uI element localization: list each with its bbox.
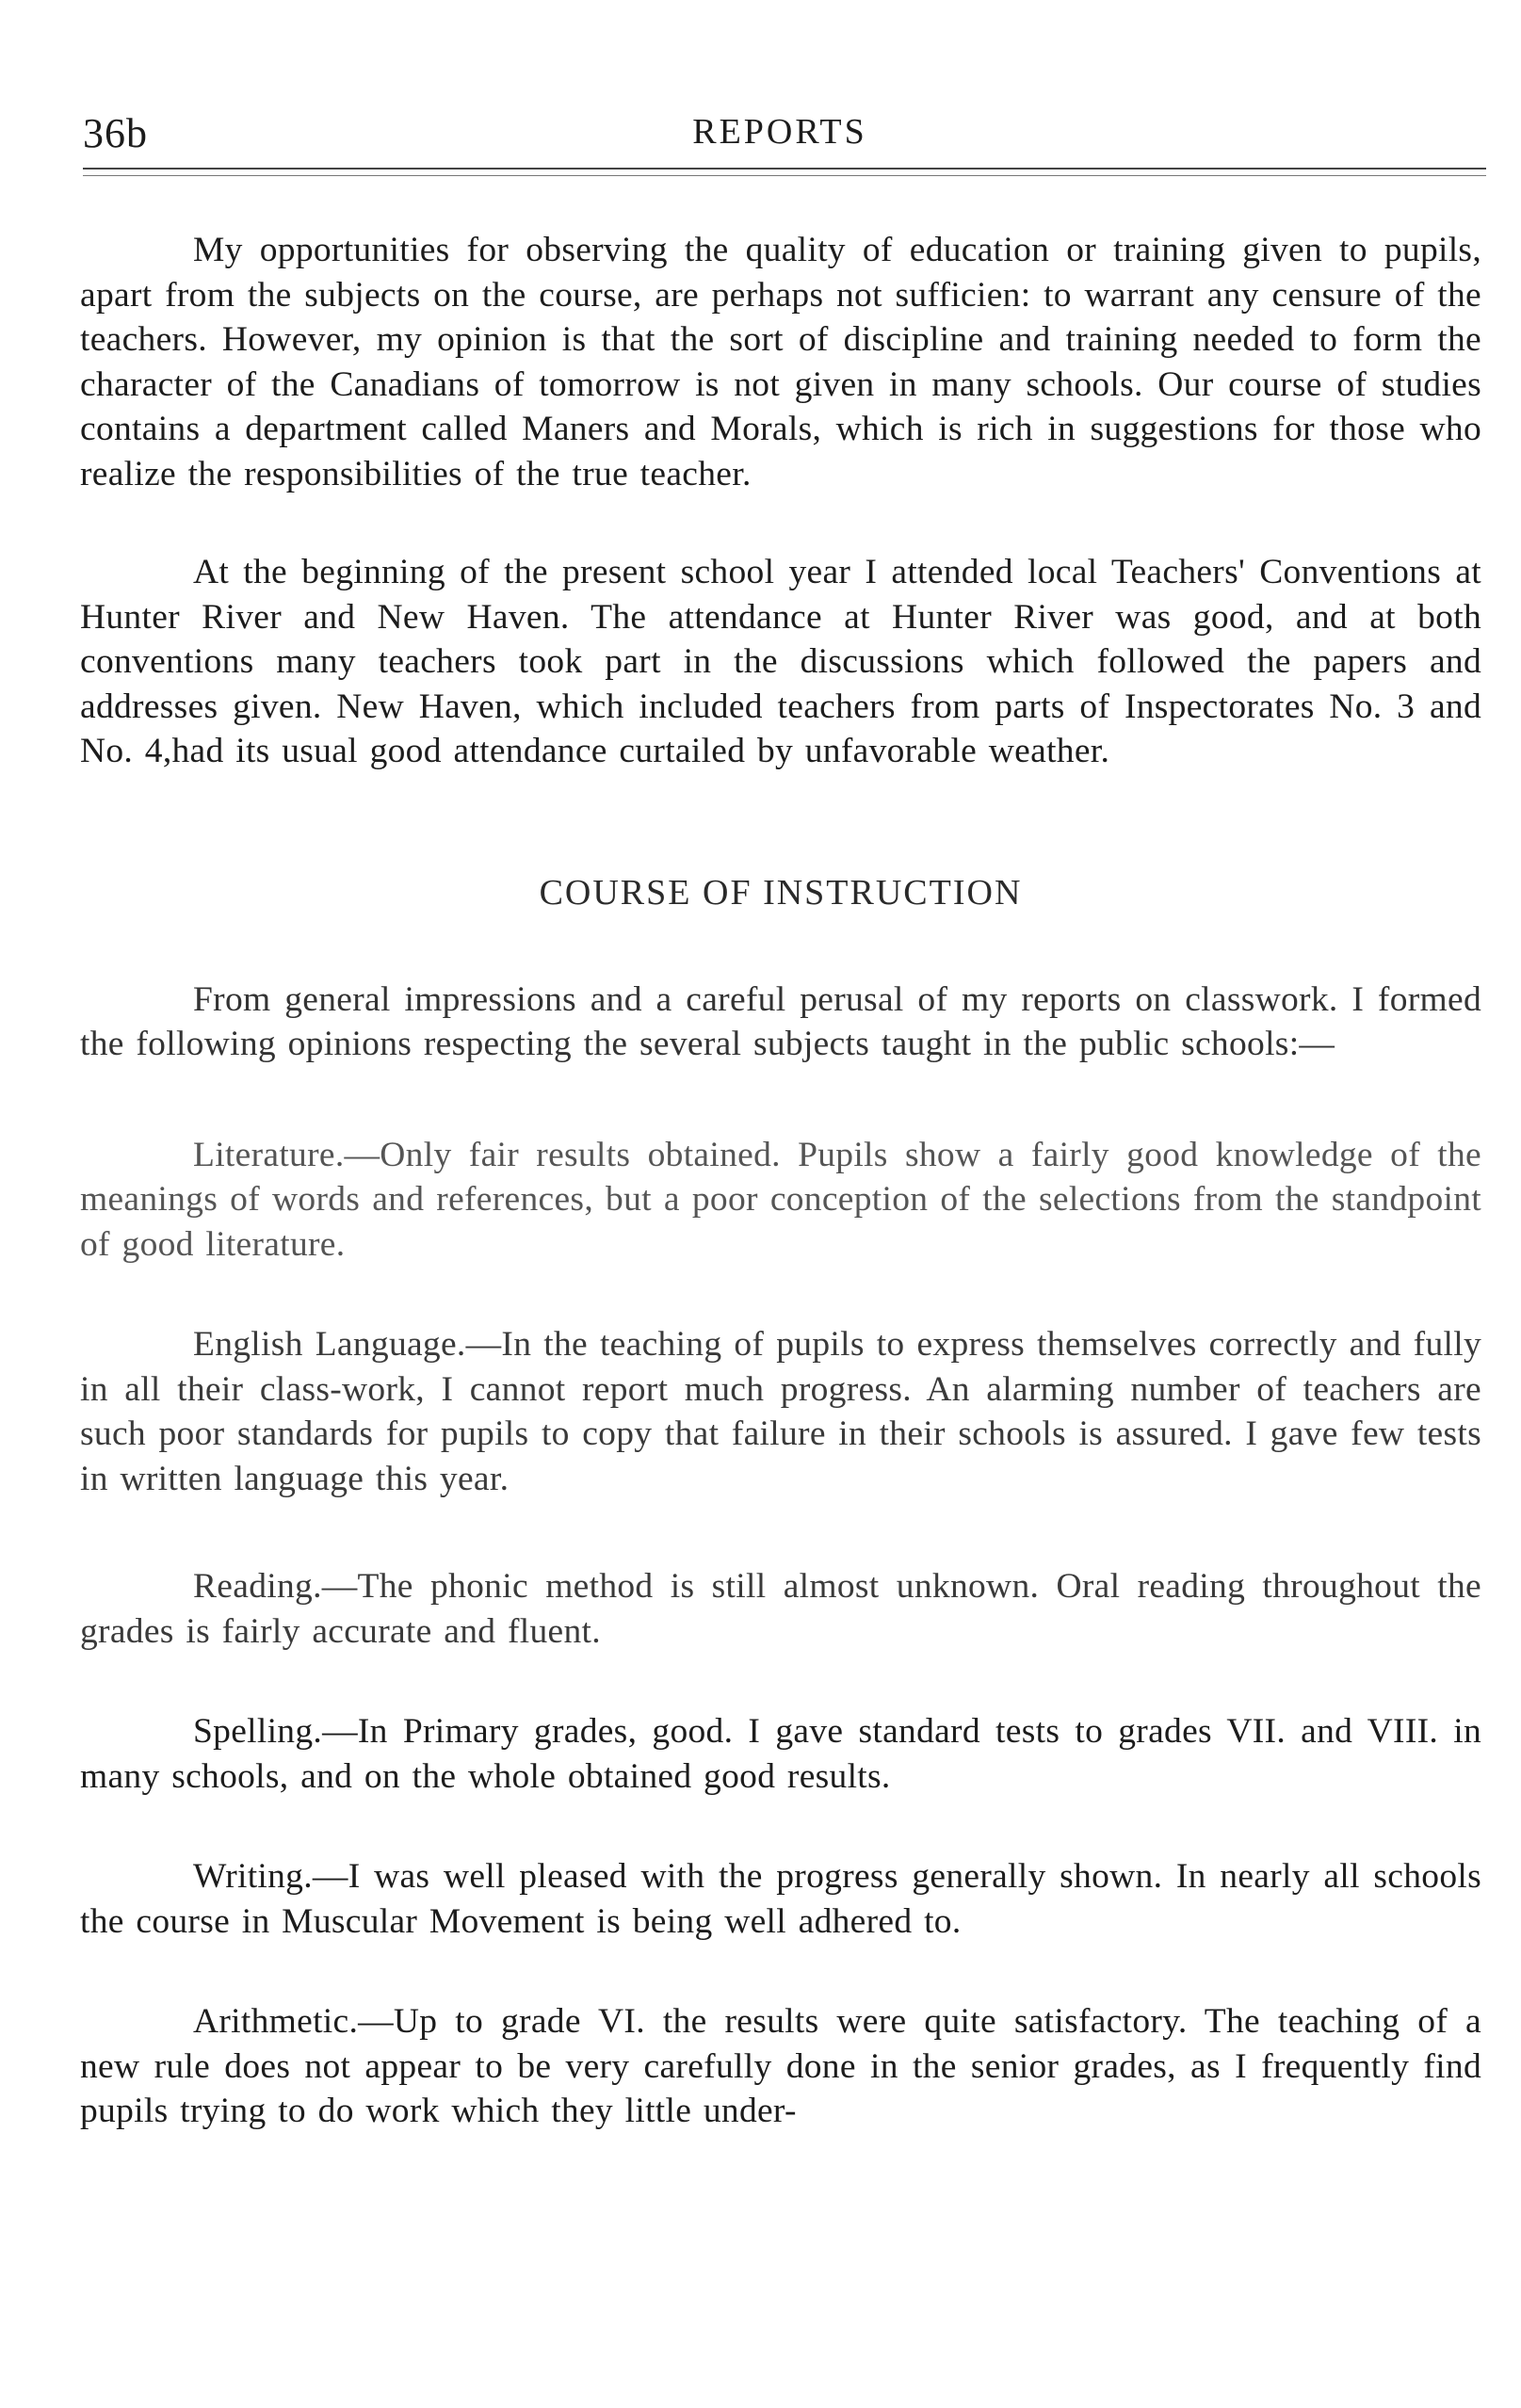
- paragraph-english-language: English Language.—In the teaching of pupils to express themselves correctly and fully in all their class-work, I cannot report much progress. An alarming number of teachers are such poor standards for pupils to copy that failure in their schools is assured. I gave few tests in written language this year.: [80, 1325, 1481, 1498]
- page-header: [83, 105, 1477, 164]
- running-title: REPORTS: [692, 112, 867, 152]
- page-number: 36b: [83, 110, 148, 156]
- header-rule: [83, 168, 1486, 170]
- section-heading: COURSE OF INSTRUCTION: [539, 872, 1023, 913]
- paragraph-literature: Literature.—Only fair results obtained. Pupils show a fairly good knowledge of the meanings of words and references, but a poor conception of the selections from the standpoint of good literature.: [80, 1135, 1481, 1264]
- header-rule-secondary: [83, 175, 1486, 176]
- paragraph-arithmetic: Arithmetic.—Up to grade VI. the results were quite satisfactory. The teaching of a new rule does not appear to be very carefully done in the senior grades, as I frequently find pupils trying to do work which they little under-: [80, 2002, 1481, 2130]
- paragraph-spelling: Spelling.—In Primary grades, good. I gave standard tests to grades VII. and VIII. in many schools, and on the whole obtained good results.: [80, 1712, 1481, 1796]
- paragraph-course-intro: From general impressions and a careful perusal of my reports on classwork. I formed the following opinions respecting the several subjects taught in the public schools:—: [80, 979, 1481, 1063]
- paragraph-opportunities: My opportunities for observing the quality of education or training given to pupils, apart from the subjects on the course, are perhaps not sufficien: to warrant any censure of the teachers. However, my opinion is that the sort of discipline and training needed to form the character of the Canadians of tomorrow is not given in many schools. Our course of studies contains a department called Maners and Morals, which is rich in suggestions for those who realize the responsibilities of the true teacher.: [80, 231, 1481, 493]
- body-text: [80, 228, 1481, 2134]
- paragraph-conventions: At the beginning of the present school year I attended local Teachers' Conventions at Hunter River and New Haven. The attendance at Hunter River was good, and at both conventions many teachers took part in the discussions which followed the papers and addresses given. New Haven, which included teachers from parts of Inspectorates No. 3 and No. 4,had its usual good attendance curtailed by unfavorable weather.: [80, 553, 1481, 770]
- paragraph-writing: Writing.—I was well pleased with the progress generally shown. In nearly all schools the course in Muscular Movement is being well adhered to.: [80, 1857, 1481, 1941]
- paragraph-reading: Reading.—The phonic method is still almost unknown. Oral reading throughout the grades is fairly accurate and fluent.: [80, 1567, 1481, 1651]
